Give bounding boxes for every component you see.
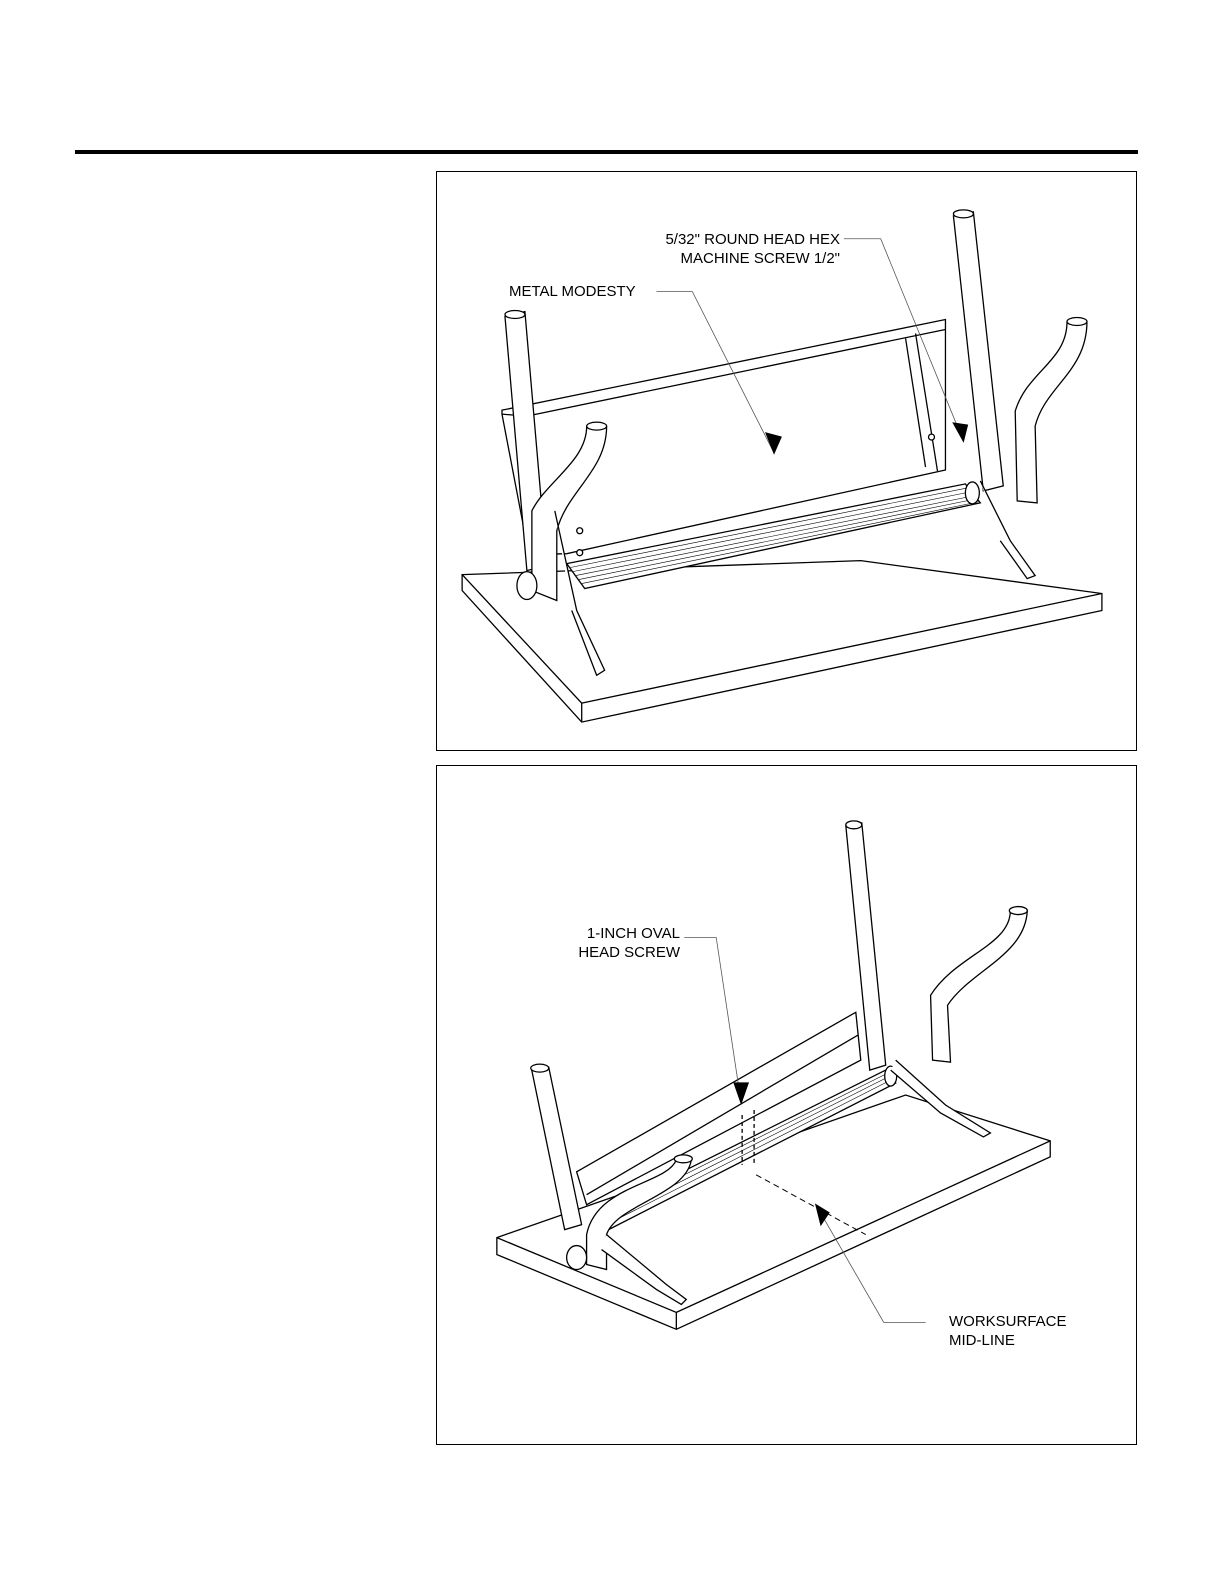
midline-callout-line-1: WORKSURFACE [949,1313,1067,1330]
header-rule [75,150,1138,154]
midline-callout [949,1312,1067,1350]
screw-callout-line-2: MACHINE SCREW 1/2" [680,250,840,267]
oval-screw-callout-line-1: 1-INCH OVAL [586,925,680,942]
figure-panel-modesty [436,171,1137,751]
screw-callout-line-1: 5/32" ROUND HEAD HEX [665,231,840,248]
oval-screw-callout [537,924,680,962]
figure-panel-midline [436,765,1137,1445]
modesty-callout: METAL MODESTY [509,283,636,300]
midline-callout-line-2: MID-LINE [949,1332,1015,1349]
oval-screw-callout-line-2: HEAD SCREW [578,944,680,961]
screw-callout [577,230,840,268]
